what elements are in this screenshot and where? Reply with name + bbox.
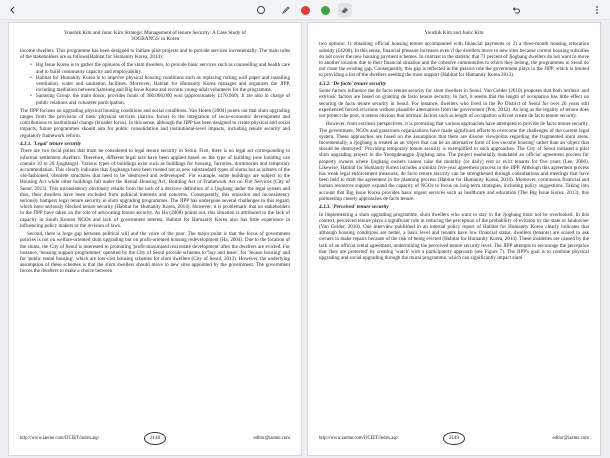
list-item: • Samsung Group, the main donor, provides funds of 300,000,000 won (approximately £170,000). It are also in charge of public relations and volunteer participation. <box>30 93 290 105</box>
section-heading: 4.3.2. 'De facto' tenure security <box>319 80 386 87</box>
page-footer <box>319 431 589 445</box>
more-icon[interactable] <box>590 3 604 17</box>
running-header <box>319 30 589 36</box>
footer-email[interactable]: editor@iaeme.com <box>552 435 589 441</box>
paragraph: The JIPP focuses on upgrading physical housing conditions and social conditions. Van Horen (2004) points out that slum upgrading ranges from the provision of basic physical services (narrow focus) to the integration of socio-economic development and contributions to institutional change (broader focus). In this sense, although the JIPP has been designed to create physical and social impacts, future programmes should aim for public consolidation and institutional-level impacts, including tenure security and regulatory framework reform. <box>20 107 290 139</box>
running-header <box>20 30 290 43</box>
paragraph: Second, there is huge gap between political will and the voice of the poor. The major point is that the focus of government policies is not on welfare-oriented slum upgrading but on profit-oriented housing redevelopment (Ha, 2004). Due to the location of the slums, the City of Seoul is interested in promoting 'profit-maximised real estate development' after the dwellers are evicted. For instance, 'housing support programmes' operated by the City of Seoul provide schemes to 'buy and lease', for 'Jeonse housing' and for 'public rental housing', which are low-cost housing schemes for slum dwellers (City of Seoul, 2013). However, the underlying assumption of these schemes is that the slum dwellers should move to new sites appointed by the government. The government forces the dwellers to make a choice between <box>20 231 290 275</box>
back-arrow-icon[interactable] <box>6 3 20 17</box>
pen-icon[interactable] <box>279 3 293 17</box>
page-number: 2149 <box>443 432 465 445</box>
list-item: • Habitat for Humanity Korea is to improve physical housing conditions such as replacing rotting wall paper and installing ventilation, water and sanitation facilities. Moreover, Habitat for Humanity Korea manages and organizes the JIPP, including mediation between Samsung and Big Issue Korea and recruits young-adult volunteers for the programme. <box>30 75 290 94</box>
paragraph: However, from extrinsic perspectives, it is promising that various approaches have attempted to provide de facto tenure security. The government, NGOs and grassroots organizations have made significant efforts to overcome the challenges of the current legal system. These approaches are based on the assumption that there are diverse viewpoints regarding the fragmented slum areas. Incrementally, a Jjogbang is treated as an 'object that can be an alternative form of low-income housing' rather than an 'object that should be destroyed'. Providing temporary tenure security is exemplified in such approaches. The City of Seoul initiated a pilot slum upgrading project in the Yeongdeungpo Jjogbang area. The project essentially mandated an official agreement process for property owners where Jjogbang owners cannot raise the monthly (or daily) rent or evict tenants for five years (Lee, 2006). Likewise, Habitat for Humanity Korea includes a similar five-year agreement process in the JIPP. Although this agreement process has weak legal enforcement measures, de facto tenure security can be strengthened through consultations and meetings that have been held to draft the agreement in the planning process (Habitat for Humanity Korea, 2014). Moreover, continuous financial and human resources support expand the capacity of NGOs to focus on long-term strategies, including policy suggestions. Taking into account that Big Issue Korea provides basic urgent services such as healthcare and education (The Big Issue Korea, 2013), this partnership closely approaches de facto tenure. <box>319 121 589 202</box>
red-dot-icon[interactable] <box>298 3 312 17</box>
undo-icon[interactable] <box>509 3 523 17</box>
reader-toolbar <box>0 0 610 20</box>
green-dot-icon[interactable] <box>318 3 332 17</box>
list-item: • Big Issue Korea is to gather the opinions of the slum dwellers, to provide basic services such as counselling and health care and to build community capacity and employability. <box>30 62 290 74</box>
section-heading: 4.3.3. 'Perceived' tenure security <box>319 204 389 211</box>
paragraph: two options: 1) obtaining official housing tenure accompanied with financial payments or 2) a three-month housing relocation subsidy (£4200). In this sense, financial pressure increases even if the dwellers move to new sites because current housing subsidies do not cover the new housing payment schemes. In contrast to the statistic that 71 percent of Jjogbang dwellers do not want to move to another location due to their financial situation and the cohesive communities to which they belong, the programmes in Seoul do not close the existing gap. Consequently, this gap is reflected in the passive role the government plays in the JIPP, which is limited to providing a list of the dwellers needing the most support (Habitat for Humanity Korea 2013). <box>319 41 589 79</box>
paragraph: Some factors influence the de facto tenure security for slum dwellers in Seoul. Van Gelder (2010) proposes that both intrinsic and extrinsic factors are based on granting de facto tenure security. In fact, it seems that the length of occupation has little effect on securing de facto tenure security in Seoul. For instance, dwellers who lived in the Po District of Seoul for over 20 years still experienced forced evictions without plausible alternatives from the government (Pon, 2012). As long as the legality of tenure does not protect the poor, it seems obvious that intrinsic factors such as length of occupation will not create de facto tenure security. <box>319 88 589 120</box>
page-number: 2148 <box>144 432 166 445</box>
pdf-page-right <box>307 22 601 456</box>
header-line: Youshik Kim and Junic Kim <box>424 30 484 36</box>
paragraph: income dwellers. This programme has been designed to initiate pilot projects and to provide services incrementally. The main roles of the stakeholders are as follows(Habitat for Humanity Korea, 2014): <box>20 47 290 61</box>
paragraph: There are two focal points that must be considered to legal tenure security in Seoul. First, there is no legal act corresponding to informal settlement dwellers. Therefore, different legal acts have been applied based on the type of building (one building can contain 10 to 20 Jjogbangs). Various types of buildings exist such as buildings for housing, factories, dormitories and temporary accommodation. This clearly indicates that Jjogbangs have been treated not as new substandard types of slums but as subsets of the old-fashioned, obsolete structures that need to be 'destroyed and redeveloped'. For example, some buildings are subject to the Housing Act while other buildings fall under the Rental Housing Act, Building Act or Framework Act on Fire Services (City of Seoul, 2013). This inconsistency obviously results from the lack of a decisive definition of a Jjogbang under the legal system and thus, their dwellers have been excluded from political interests and concerns. Consequently, this omission and inconsistency seriously hampers legal tenure security in slum upgrading programmes. The JIPP has undergone several challenges in this regard, which have seriously blocked tenure security (Habitat for Humanity Korea, 2014). However, it is problematic that no stakeholders in the JIPP have taken on the role of advocating tenure security. As Ha (2008) points out, this situation is attributed to the lack of capacity in South Korean NGOs and lack of government interest. Habitat for Humanity Korea also has little experience in influencing policy makers or the revision of laws. <box>20 148 290 229</box>
bullet-list <box>30 62 290 105</box>
header-line: 'JOGBANGS' in Korea <box>130 36 180 43</box>
footer-email[interactable]: editor@iaeme.com <box>253 435 290 441</box>
header-line: Youshik Kim and Junic Kim Strategic Management of tenure Security: A Case Study of <box>63 30 247 36</box>
page-footer <box>20 431 290 445</box>
eraser-icon[interactable] <box>338 3 352 17</box>
paragraph: In implementing a slum upgrading programme, slum dwellers who want to stay in the Jjogbang must not be overlooked. In this context, perceived tenure plays a significant role in reducing the perception of the probability of eviction by the state or landowner (Van Gelder, 2010). One interview published in an internal policy report of Habitat for Humanity Korea clearly indicates that although housing conditions are better, a basic level and tenants have low financial status, dwellers (tenants) are scared to ask owners to make repairs because of the risk of being evicted (Habitat for Humanity Korea, 2014). These insideties are caused by the lack of an official rental agreement, undermining the perceived tenure security level. The JIPP attempts to encourage the perception that 'they are protected' by creating 'watch' with a participatory approach (see Figure 7). The JIPP's goal is to combine physical upgrading and social upgrading through the mural programme, which can significantly impact slum <box>319 211 589 262</box>
footer-url[interactable]: http://www.iaeme.com/IJCIET/index.asp <box>319 435 398 441</box>
footer-url[interactable]: http://www.iaeme.com/IJCIET/index.asp <box>20 435 99 441</box>
circle-icon[interactable] <box>254 3 268 17</box>
pdf-page-left <box>8 22 302 456</box>
section-heading: 4.3.1. 'Legal' tenure security <box>20 141 82 148</box>
